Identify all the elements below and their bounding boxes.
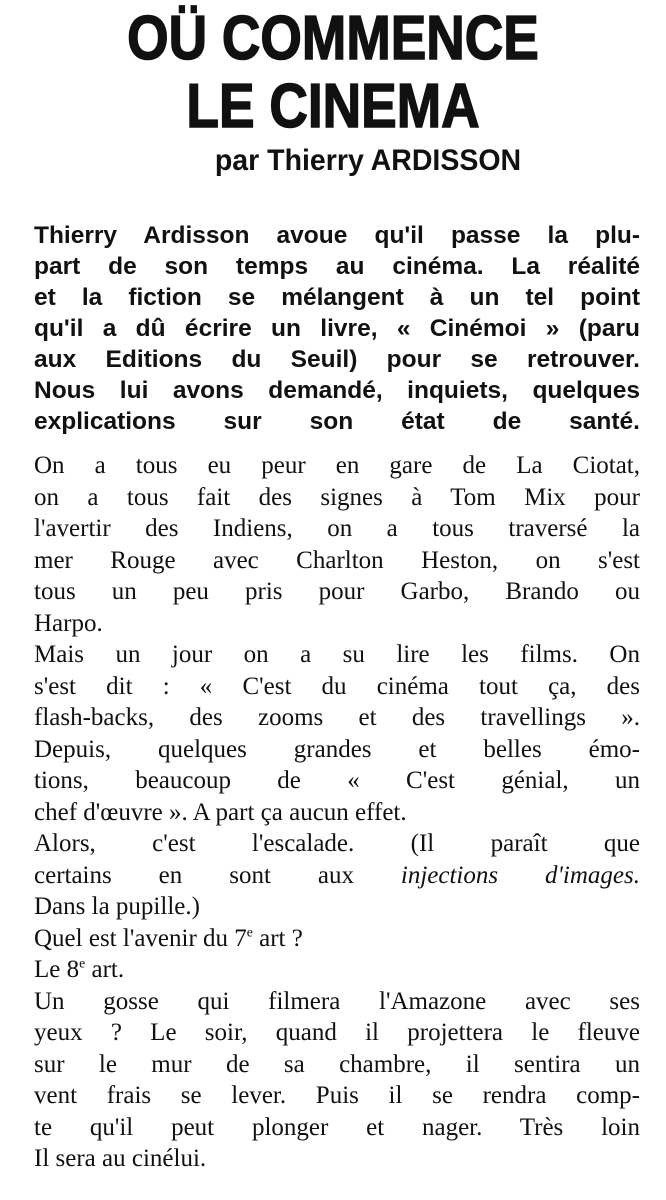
intro-line: aux Editions du Seuil) pour se retrouver. bbox=[34, 346, 640, 373]
title-block bbox=[0, 4, 666, 178]
body-line bbox=[34, 954, 640, 986]
body-line bbox=[34, 923, 640, 955]
intro-line: et la fiction se mélangent à un tel point bbox=[34, 284, 640, 311]
body-line: tous un peu pris pour Garbo, Brando ou bbox=[34, 578, 640, 605]
body-line: Un gosse qui filmera l'Amazone avec ses bbox=[34, 987, 640, 1015]
body-line: Depuis, quelques grandes et belles émo- bbox=[34, 735, 640, 763]
body-line: Alors, c'est l'escalade. (Il paraît que bbox=[34, 830, 640, 857]
body-line: mer Rouge avec Charlton Heston, on s'est bbox=[34, 546, 640, 574]
body-text: certains en sont aux bbox=[34, 861, 401, 889]
body-text: Quel est l'avenir du 7 bbox=[34, 924, 247, 952]
body-text: art ? bbox=[252, 924, 303, 952]
intro-line: part de son temps au cinéma. La réalité bbox=[34, 253, 640, 280]
headline-line-1: OÜ COMMENCE bbox=[127, 4, 539, 73]
body-text: art. bbox=[85, 956, 125, 983]
intro-paragraph bbox=[34, 220, 640, 437]
body-line: chef d'œuvre ». A part ça aucun effet. bbox=[34, 798, 407, 826]
body-paragraph-4 bbox=[34, 923, 640, 955]
body-line: tions, beaucoup de « C'est génial, un bbox=[34, 767, 640, 794]
intro-line: explications sur son état de santé. bbox=[34, 408, 640, 435]
body-line bbox=[34, 860, 640, 892]
body-paragraph-5 bbox=[34, 954, 640, 986]
body-line: sur le mur de sa chambre, il sentira un bbox=[34, 1050, 640, 1078]
body-paragraph-2 bbox=[34, 639, 640, 828]
body-line: s'est dit : « C'est du cinéma tout ça, des bbox=[34, 672, 640, 700]
intro-line: qu'il a dû écrire un livre, « Cinémoi » (paru bbox=[34, 315, 640, 342]
body-line: vent frais se lever. Puis il se rendra comp- bbox=[34, 1082, 640, 1109]
body-line: Il sera au cinélui. bbox=[34, 1145, 207, 1172]
intro-line: Nous lui avons demandé, inquiets, quelques bbox=[34, 377, 640, 404]
intro-line: Thierry Ardisson avoue qu'il passe la plu- bbox=[34, 222, 640, 249]
ordinal-superscript: e bbox=[246, 924, 253, 940]
body-line: l'avertir des Indiens, on a tous traversé la bbox=[34, 515, 640, 542]
byline: par Thierry ARDISSON bbox=[214, 144, 522, 177]
body-line: Mais un jour on a su lire les films. On bbox=[34, 641, 640, 668]
body-line: Harpo. bbox=[34, 609, 103, 637]
body-line: flash-backs, des zooms et des travellings ». bbox=[34, 704, 640, 731]
body-line: on a tous fait des signes à Tom Mix pour bbox=[34, 483, 640, 511]
headline-line-2: LE CINEMA bbox=[186, 72, 480, 141]
italic-phrase: injections d'images. bbox=[400, 861, 640, 889]
article-body bbox=[34, 450, 640, 1175]
body-line: Dans la pupille.) bbox=[34, 893, 200, 920]
body-paragraph-3 bbox=[34, 828, 640, 923]
ordinal-superscript: e bbox=[79, 955, 86, 971]
body-line: te qu'il peut plonger et nager. Très loin bbox=[34, 1113, 640, 1141]
body-paragraph-6 bbox=[34, 986, 640, 1175]
body-text: Le 8 bbox=[34, 956, 80, 983]
body-line: On a tous eu peur en gare de La Ciotat, bbox=[34, 452, 640, 479]
body-paragraph-1 bbox=[34, 450, 640, 639]
body-line: yeux ? Le soir, quand il projettera le fleuve bbox=[34, 1019, 640, 1046]
